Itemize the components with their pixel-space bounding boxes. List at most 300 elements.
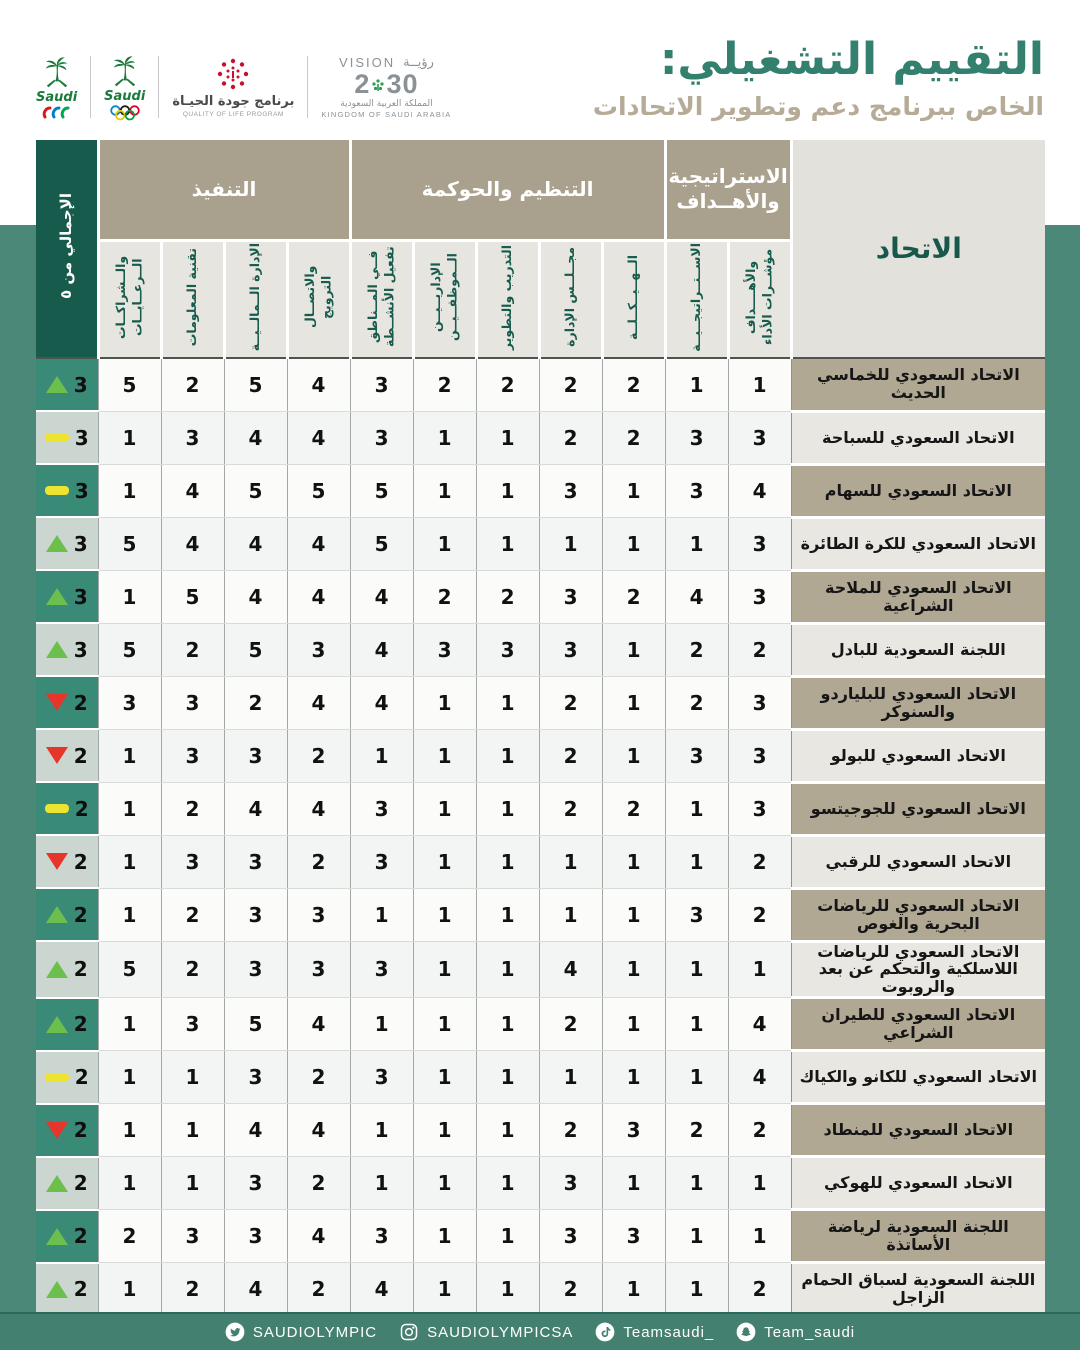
column-header [602, 240, 665, 358]
title-block [593, 36, 1044, 121]
score-cell: 2 [224, 676, 287, 729]
score-cell: 3 [224, 1210, 287, 1263]
footer-bar [0, 1312, 1080, 1350]
score-cell: 2 [161, 782, 224, 835]
vision-emblem-icon [371, 77, 385, 93]
score-cell: 5 [98, 623, 161, 676]
score-cell: 3 [161, 998, 224, 1051]
snapchat-link[interactable] [736, 1322, 855, 1342]
tiktok-link[interactable] [595, 1322, 714, 1342]
score-cell: 3 [161, 676, 224, 729]
federation-name: الاتحاد السعودي للبلياردو والسنوكر [791, 676, 1045, 729]
score-cell: 1 [665, 1210, 728, 1263]
column-header-label: الترويج والاتصــال [302, 266, 334, 329]
total-score: 2 [73, 690, 88, 715]
score-cell: 1 [413, 464, 476, 517]
snapchat-icon [736, 1322, 756, 1342]
score-cell: 1 [602, 729, 665, 782]
score-cell: 3 [224, 729, 287, 782]
score-cell: 3 [413, 623, 476, 676]
score-cell: 1 [350, 1104, 413, 1157]
score-cell: 1 [476, 1157, 539, 1210]
score-cell: 1 [476, 1104, 539, 1157]
score-cell: 3 [287, 623, 350, 676]
score-cell: 1 [476, 729, 539, 782]
score-cell: 5 [287, 464, 350, 517]
score-cell: 3 [350, 835, 413, 888]
column-header-label: مجــلــس الإدارة [562, 247, 578, 348]
score-cell: 1 [728, 1157, 791, 1210]
score-cell: 3 [665, 411, 728, 464]
score-cell: 1 [98, 998, 161, 1051]
page-subtitle: الخاص ببرنامج دعم وتطوير الاتحادات [592, 92, 1044, 122]
score-cell: 1 [413, 1263, 476, 1316]
table-row [36, 1263, 1045, 1316]
column-header [728, 240, 791, 358]
total-cell [36, 464, 98, 517]
score-cell: 2 [539, 998, 602, 1051]
total-cell [36, 782, 98, 835]
score-cell: 2 [602, 411, 665, 464]
table-row [36, 998, 1045, 1051]
score-cell: 2 [98, 1210, 161, 1263]
trend-flat-icon [45, 486, 69, 495]
score-cell: 1 [413, 888, 476, 941]
table-row [36, 782, 1045, 835]
score-cell: 3 [224, 941, 287, 998]
score-cell: 1 [98, 782, 161, 835]
score-cell: 4 [287, 1104, 350, 1157]
federation-name: الاتحاد السعودي للجوجيتسو [791, 782, 1045, 835]
score-cell: 2 [665, 676, 728, 729]
score-cell: 1 [602, 888, 665, 941]
score-cell: 4 [539, 941, 602, 998]
score-cell: 1 [413, 782, 476, 835]
table-row [36, 570, 1045, 623]
column-header [287, 240, 350, 358]
score-cell: 1 [476, 941, 539, 998]
tiktok-icon [595, 1322, 615, 1342]
total-cell [36, 623, 98, 676]
total-column-header [36, 140, 98, 358]
score-cell: 1 [665, 998, 728, 1051]
trend-up-icon [46, 1281, 68, 1298]
trend-up-icon [46, 641, 68, 658]
score-cell: 4 [224, 1104, 287, 1157]
federation-name: الاتحاد السعودي للرياضات اللاسلكية والتحكم عن بعد والروبوت [791, 941, 1045, 998]
total-score: 3 [73, 637, 88, 662]
score-cell: 1 [98, 1051, 161, 1104]
total-score: 2 [73, 849, 88, 874]
score-cell: 2 [161, 888, 224, 941]
score-cell: 1 [476, 464, 539, 517]
score-cell: 3 [728, 517, 791, 570]
table-row [36, 517, 1045, 570]
score-cell: 1 [602, 464, 665, 517]
score-cell: 3 [350, 782, 413, 835]
score-cell: 1 [665, 1263, 728, 1316]
score-cell: 4 [224, 517, 287, 570]
total-score: 2 [73, 1118, 88, 1143]
twitter-link[interactable] [225, 1322, 377, 1342]
evaluation-table [36, 140, 1045, 1317]
total-cell [36, 676, 98, 729]
score-cell: 2 [665, 623, 728, 676]
trend-up-icon [46, 961, 68, 978]
score-cell: 5 [350, 517, 413, 570]
score-cell: 1 [98, 1104, 161, 1157]
score-cell: 1 [413, 1104, 476, 1157]
column-header-label: مؤشــرات الأداء والأهــــداف [743, 249, 775, 346]
score-cell: 4 [224, 411, 287, 464]
score-cell: 3 [350, 941, 413, 998]
score-cell: 3 [350, 1210, 413, 1263]
federation-column-header: الاتحاد [791, 140, 1045, 358]
score-cell: 1 [413, 1210, 476, 1263]
vision-2030-logo [321, 55, 451, 119]
score-cell: 1 [413, 941, 476, 998]
score-cell: 1 [413, 729, 476, 782]
score-cell: 1 [413, 676, 476, 729]
trend-flat-icon [45, 804, 69, 813]
score-cell: 3 [350, 1051, 413, 1104]
score-cell: 1 [539, 1051, 602, 1104]
score-cell: 4 [161, 464, 224, 517]
federation-name: الاتحاد السعودي للمنطاد [791, 1104, 1045, 1157]
federation-name: الاتحاد السعودي للكرة الطائرة [791, 517, 1045, 570]
logo-divider [158, 56, 159, 118]
total-cell [36, 998, 98, 1051]
score-cell: 2 [413, 570, 476, 623]
score-cell: 3 [728, 411, 791, 464]
score-cell: 3 [161, 1210, 224, 1263]
total-cell [36, 888, 98, 941]
vision-ar-label: رؤيــة [403, 55, 434, 70]
score-cell: 1 [413, 1157, 476, 1210]
score-cell: 3 [539, 464, 602, 517]
score-cell: 4 [287, 411, 350, 464]
snapchat-handle: Team_saudi [764, 1323, 856, 1341]
score-cell: 1 [602, 941, 665, 998]
score-cell: 4 [350, 623, 413, 676]
score-cell: 1 [476, 517, 539, 570]
column-header [665, 240, 728, 358]
score-cell: 3 [602, 1210, 665, 1263]
total-score: 2 [73, 1224, 88, 1249]
table-row [36, 464, 1045, 517]
score-cell: 2 [602, 358, 665, 411]
table-row [36, 623, 1045, 676]
score-cell: 4 [728, 998, 791, 1051]
column-header-label: التدريب والتطوير [499, 244, 515, 350]
score-cell: 3 [728, 729, 791, 782]
score-cell: 2 [728, 835, 791, 888]
federation-name: الاتحاد السعودي للكانو والكياك [791, 1051, 1045, 1104]
score-cell: 2 [539, 1104, 602, 1157]
total-score: 2 [73, 1277, 88, 1302]
federation-name: الاتحاد السعودي للرياضات البحرية والغوص [791, 888, 1045, 941]
score-cell: 4 [350, 570, 413, 623]
total-score: 2 [73, 1171, 88, 1196]
table-row [36, 729, 1045, 782]
table-body [36, 358, 1045, 1316]
score-cell: 2 [287, 1051, 350, 1104]
qol-arabic-label: برنامج جودة الحيـاة [172, 94, 295, 109]
score-cell: 1 [476, 1210, 539, 1263]
column-header-label: تفعيل الأنشــطة فــي المــناطق [365, 246, 397, 348]
column-header-label: الإدارة الــمالــيــة [247, 243, 263, 352]
score-cell: 1 [98, 1263, 161, 1316]
olympic-saudi-label: Saudi [104, 88, 146, 104]
score-cell: 3 [287, 941, 350, 998]
total-cell [36, 358, 98, 411]
tiktok-handle: Teamsaudi_ [623, 1323, 715, 1341]
table-row [36, 1104, 1045, 1157]
score-cell: 4 [287, 998, 350, 1051]
score-cell: 3 [161, 729, 224, 782]
federation-name: الاتحاد السعودي للطيران الشراعي [791, 998, 1045, 1051]
paralympic-saudi-label: Saudi [36, 90, 78, 105]
total-cell [36, 1104, 98, 1157]
trend-up-icon [46, 1228, 68, 1245]
score-cell: 2 [476, 570, 539, 623]
score-cell: 2 [287, 729, 350, 782]
column-header-label: الــرعــايــات والــشراكــات [113, 255, 145, 339]
score-cell: 1 [728, 1210, 791, 1263]
column-header-label: تقنية المعلومات [184, 248, 200, 347]
palm-tree-icon [107, 54, 143, 88]
total-cell [36, 411, 98, 464]
total-cell [36, 835, 98, 888]
column-header-label: الاســتــراتيجــيــة [688, 242, 704, 352]
score-cell: 3 [224, 1157, 287, 1210]
trend-up-icon [46, 588, 68, 605]
table-row [36, 358, 1045, 411]
federation-name: اللجنة السعودية لرياضة الأساتذة [791, 1210, 1045, 1263]
trend-down-icon [46, 747, 68, 764]
total-score: 3 [73, 372, 88, 397]
score-cell: 3 [602, 1104, 665, 1157]
score-cell: 2 [728, 623, 791, 676]
total-cell [36, 941, 98, 998]
score-cell: 5 [224, 464, 287, 517]
score-cell: 1 [413, 1051, 476, 1104]
trend-up-icon [46, 906, 68, 923]
score-cell: 2 [161, 941, 224, 998]
score-cell: 2 [602, 570, 665, 623]
column-header-label: الــموظفــيــن الإداريــيــن [428, 253, 460, 342]
twitter-icon [225, 1322, 245, 1342]
group-implementation: التنفيذ [98, 140, 350, 240]
total-score: 3 [74, 478, 89, 503]
qol-burst-icon [215, 56, 251, 92]
total-score: 3 [73, 584, 88, 609]
score-cell: 1 [665, 782, 728, 835]
trend-flat-icon [45, 1073, 69, 1082]
instagram-link[interactable] [399, 1322, 573, 1342]
total-cell [36, 570, 98, 623]
score-cell: 1 [476, 1263, 539, 1316]
score-cell: 4 [287, 782, 350, 835]
score-cell: 2 [539, 676, 602, 729]
score-cell: 3 [539, 1157, 602, 1210]
score-cell: 4 [728, 1051, 791, 1104]
score-cell: 1 [98, 411, 161, 464]
trend-down-icon [46, 694, 68, 711]
total-cell [36, 1051, 98, 1104]
score-cell: 1 [476, 888, 539, 941]
score-cell: 3 [98, 676, 161, 729]
score-cell: 2 [539, 358, 602, 411]
score-cell: 1 [728, 941, 791, 998]
score-cell: 5 [224, 623, 287, 676]
federation-name: اللجنة السعودية لسباق الحمام الزاجل [791, 1263, 1045, 1316]
score-cell: 1 [413, 835, 476, 888]
score-cell: 1 [161, 1051, 224, 1104]
instagram-handle: SAUDIOLYMPICSA [427, 1323, 574, 1341]
score-cell: 2 [539, 729, 602, 782]
score-cell: 1 [539, 517, 602, 570]
table-row [36, 1051, 1045, 1104]
score-cell: 1 [602, 1051, 665, 1104]
score-cell: 3 [665, 464, 728, 517]
vision-2030-number [354, 71, 418, 98]
score-cell: 5 [224, 358, 287, 411]
group-strategy-objectives: الاستراتيجية والأهــداف [665, 140, 791, 240]
total-cell [36, 517, 98, 570]
score-cell: 2 [161, 358, 224, 411]
score-cell: 3 [350, 358, 413, 411]
trend-down-icon [46, 1122, 68, 1139]
score-cell: 1 [665, 517, 728, 570]
score-cell: 1 [602, 623, 665, 676]
score-cell: 2 [161, 623, 224, 676]
score-cell: 1 [161, 1157, 224, 1210]
score-cell: 5 [224, 998, 287, 1051]
score-cell: 4 [728, 464, 791, 517]
score-cell: 2 [476, 358, 539, 411]
score-cell: 2 [287, 835, 350, 888]
table-row [36, 1157, 1045, 1210]
total-cell [36, 1210, 98, 1263]
score-cell: 4 [224, 782, 287, 835]
total-score: 2 [74, 796, 89, 821]
total-cell [36, 729, 98, 782]
score-cell: 1 [665, 358, 728, 411]
logo-strip [36, 44, 452, 130]
score-cell: 1 [476, 998, 539, 1051]
total-score: 3 [73, 531, 88, 556]
score-cell: 1 [350, 1157, 413, 1210]
score-cell: 1 [413, 998, 476, 1051]
score-cell: 1 [413, 517, 476, 570]
score-cell: 1 [665, 835, 728, 888]
score-cell: 3 [287, 888, 350, 941]
table-row [36, 941, 1045, 998]
column-header [476, 240, 539, 358]
score-cell: 3 [161, 835, 224, 888]
trend-up-icon [46, 1175, 68, 1192]
score-cell: 3 [476, 623, 539, 676]
federation-name: الاتحاد السعودي للسهام [791, 464, 1045, 517]
vision-en-label: VISION [339, 55, 396, 70]
score-cell: 4 [350, 1263, 413, 1316]
group-organization-governance: التنظيم والحوكمة [350, 140, 665, 240]
table-row [36, 411, 1045, 464]
score-cell: 4 [350, 676, 413, 729]
score-cell: 5 [350, 464, 413, 517]
score-cell: 1 [350, 998, 413, 1051]
score-cell: 4 [224, 570, 287, 623]
score-cell: 4 [287, 1210, 350, 1263]
score-cell: 1 [98, 835, 161, 888]
score-cell: 2 [728, 1263, 791, 1316]
score-cell: 5 [98, 358, 161, 411]
column-header [350, 240, 413, 358]
score-cell: 1 [98, 464, 161, 517]
score-cell: 1 [161, 1104, 224, 1157]
table-row [36, 1210, 1045, 1263]
vision-kingdom-ar: المملكة العربية السعودية [340, 99, 433, 109]
federation-name: الاتحاد السعودي للهوكي [791, 1157, 1045, 1210]
score-cell: 1 [602, 835, 665, 888]
score-cell: 3 [539, 570, 602, 623]
score-cell: 2 [602, 782, 665, 835]
score-cell: 2 [539, 1263, 602, 1316]
score-cell: 1 [98, 888, 161, 941]
table-row [36, 676, 1045, 729]
score-cell: 3 [224, 835, 287, 888]
column-header [413, 240, 476, 358]
vision-2: 2 [354, 69, 371, 99]
paralympic-agitos-icon [42, 106, 72, 119]
score-cell: 3 [161, 411, 224, 464]
trend-up-icon [46, 1016, 68, 1033]
trend-up-icon [46, 535, 68, 552]
quality-of-life-logo [172, 56, 294, 118]
federation-name: الاتحاد السعودي للبولو [791, 729, 1045, 782]
score-cell: 5 [161, 570, 224, 623]
saudi-paralympic-logo [36, 55, 77, 119]
score-cell: 2 [539, 411, 602, 464]
trend-flat-icon [45, 433, 69, 442]
score-cell: 1 [665, 1157, 728, 1210]
table-row [36, 888, 1045, 941]
table-row [36, 835, 1045, 888]
group-header-row [36, 140, 1045, 240]
score-cell: 4 [287, 570, 350, 623]
score-cell: 4 [287, 676, 350, 729]
federation-name: الاتحاد السعودي للملاحة الشراعية [791, 570, 1045, 623]
score-cell: 5 [98, 517, 161, 570]
score-cell: 2 [287, 1263, 350, 1316]
score-cell: 3 [665, 888, 728, 941]
score-cell: 1 [98, 729, 161, 782]
federation-name: الاتحاد السعودي للرقبي [791, 835, 1045, 888]
total-cell [36, 1157, 98, 1210]
score-cell: 3 [539, 1210, 602, 1263]
federation-name: الاتحاد السعودي للخماسي الحديث [791, 358, 1045, 411]
column-header [224, 240, 287, 358]
score-cell: 1 [476, 676, 539, 729]
column-header [161, 240, 224, 358]
score-cell: 2 [665, 1104, 728, 1157]
saudi-olympic-logo [104, 54, 145, 121]
score-cell: 2 [161, 1263, 224, 1316]
score-cell: 3 [728, 676, 791, 729]
score-cell: 1 [602, 517, 665, 570]
total-score: 2 [73, 743, 88, 768]
